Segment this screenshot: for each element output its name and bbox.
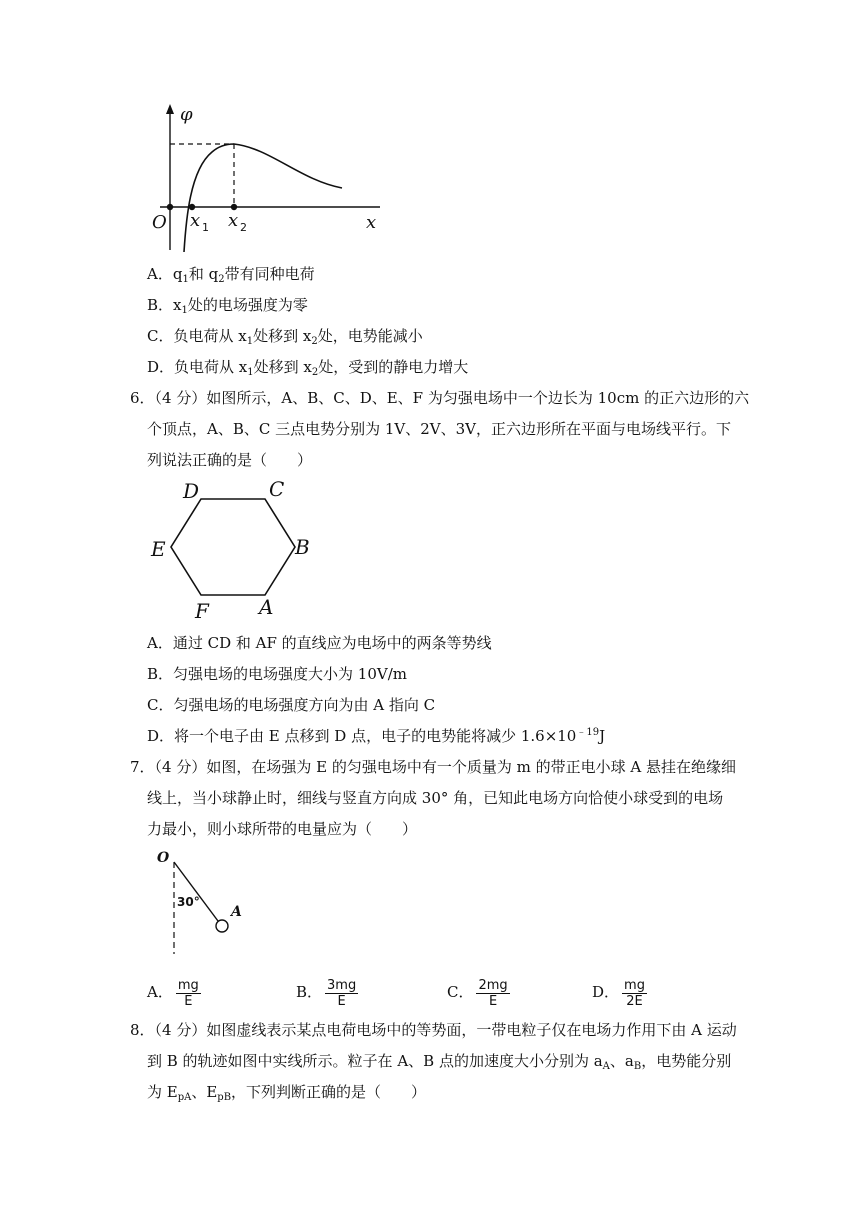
q6-option-b: B．匀强电场的电场强度大小为 10V/m: [147, 665, 407, 683]
vertex-a-label: A: [259, 595, 274, 619]
q5-option-d-sub1: 1: [247, 367, 254, 378]
angle-label: 30°: [177, 895, 200, 909]
vertex-c-label: C: [269, 477, 285, 501]
q5-option-c-mid: 处移到 x: [253, 327, 312, 345]
q5-option-b: [147, 295, 308, 315]
x2-label: x: [228, 210, 239, 231]
x2-subscript: 2: [240, 221, 247, 234]
fraction-denominator: E: [488, 993, 498, 1009]
thread: [174, 862, 218, 921]
hexagon: [171, 499, 295, 595]
q7-option-d-label: D．: [592, 983, 620, 1001]
origin-point: [167, 204, 173, 210]
q5-option-c: [147, 326, 423, 346]
q6-stem-line3: 列说法正确的是（ ）: [147, 451, 313, 469]
hexagon-figure: [145, 474, 325, 624]
q7-option-d: [592, 976, 647, 1009]
y-axis-arrow: [166, 104, 174, 114]
q5-option-c-sub1: 1: [246, 336, 254, 347]
fraction-numerator: mg: [177, 977, 199, 993]
q8-stem-line3-post: ，下列判断正确的是（ ）: [231, 1083, 427, 1101]
q6-option-d: [147, 726, 605, 746]
q5-option-a-post: 带有同种电荷: [224, 265, 315, 283]
q7-stem-line3: 力最小，则小球所带的电量应为（ ）: [147, 820, 418, 838]
fraction-denominator: 2E: [626, 993, 643, 1009]
q8-stem-line2: [147, 1051, 731, 1071]
fraction-denominator: E: [184, 993, 193, 1009]
q8-stem-line2-post: ，电势能分别: [641, 1052, 732, 1070]
q6-option-c: C．匀强电场的电场强度方向为由 A 指向 C: [147, 696, 436, 714]
q5-option-d-pre: D．负电荷从 x: [147, 358, 248, 376]
q7-option-a-fraction: [176, 978, 201, 1009]
fraction-numerator: 3mg: [327, 977, 357, 993]
q7-option-b-fraction: [325, 978, 358, 1009]
q8-stem-line3-pre: 为 E: [147, 1083, 178, 1101]
ball-a-label: A: [231, 904, 242, 920]
q7-option-c: [447, 976, 510, 1009]
q5-option-d-mid: 处移到 x: [253, 358, 312, 376]
q5-option-d-post: 处，受到的静电力增大: [318, 358, 469, 376]
vertex-b-label: B: [295, 535, 310, 559]
q5-option-b-post: 处的电场强度为零: [187, 296, 308, 314]
x-axis-label: x: [366, 212, 377, 233]
q5-option-d-sub2: 2: [311, 367, 319, 378]
q8-stem-line3: [147, 1082, 426, 1102]
fraction-numerator: 2mg: [478, 977, 508, 993]
q6-option-d-exponent: ﹣19: [576, 727, 600, 738]
q6-option-d-pre: D．将一个电子由 E 点移到 D 点，电子的电势能将减少 1.6×10: [147, 727, 577, 745]
q8-sub-b: B: [633, 1061, 642, 1072]
q6-stem-line1: 6．（4 分）如图所示，A、B、C、D、E、F 为匀强电场中一个边长为 10cm 的正六边形的六: [130, 389, 750, 407]
q5-option-c-pre: C．负电荷从 x: [147, 327, 247, 345]
q7-option-b-label: B．: [296, 983, 323, 1001]
q7-stem-line2: 线上，当小球静止时，细线与竖直方向成 30° 角，已知此电场方向恰使小球受到的电场: [147, 789, 724, 807]
q5-option-c-sub2: 2: [311, 336, 318, 347]
vertex-e-label: E: [151, 537, 166, 561]
x1-label: x: [190, 210, 201, 231]
q7-option-c-label: C．: [447, 983, 474, 1001]
q5-option-d: [147, 357, 468, 377]
q5-option-b-pre: B．x: [147, 296, 182, 314]
vertex-f-label: F: [195, 599, 209, 623]
q8-sub-pa: pA: [177, 1092, 192, 1103]
vertex-d-label: D: [183, 479, 200, 503]
q6-option-d-post: J: [599, 727, 606, 745]
q8-sub-pb: pB: [217, 1092, 232, 1103]
pendulum-figure: [145, 848, 265, 958]
q7-stem-line1: 7．（4 分）如图，在场强为 E 的匀强电场中有一个质量为 m 的带正电小球 A 悬挂在绝缘细: [130, 758, 736, 776]
q7-option-c-fraction: [476, 978, 509, 1009]
q8-stem-line2-pre: 到 B 的轨迹如图中实线所示。粒子在 A、B 点的加速度大小分别为 a: [147, 1052, 603, 1070]
q8-stem-line3-mid: 、E: [191, 1083, 218, 1101]
q8-stem-line1: 8．（4 分）如图虚线表示某点电荷电场中的等势面，一带电粒子仅在电场力作用下由 A 运动: [130, 1021, 737, 1039]
pivot-o-label: O: [157, 850, 170, 866]
phi-label: φ: [180, 104, 193, 125]
q6-stem-line2: 个顶点，A、B、C 三点电势分别为 1V、2V、3V，正六边形所在平面与电场线平行。下: [147, 420, 732, 438]
origin-label: O: [152, 212, 167, 233]
q7-option-d-fraction: [622, 978, 647, 1009]
q5-option-b-sub: 1: [181, 305, 188, 316]
q5-option-a-pre: A．q: [147, 265, 183, 283]
potential-graph: [140, 100, 400, 255]
q5-option-a-sub1: 1: [182, 274, 189, 285]
q6-option-a: A．通过 CD 和 AF 的直线应为电场中的两条等势线: [147, 634, 492, 652]
potential-curve: [184, 144, 342, 252]
ball: [216, 920, 228, 932]
q7-option-a-label: A．: [147, 983, 173, 1001]
q8-stem-line2-mid: 、a: [609, 1052, 634, 1070]
x1-subscript: 1: [202, 221, 209, 234]
q5-option-a: [147, 264, 315, 284]
q8-sub-a: A: [602, 1061, 610, 1072]
q5-option-a-sub2: 2: [218, 274, 225, 285]
q5-option-a-mid: 和 q: [188, 265, 219, 283]
fraction-numerator: mg: [624, 977, 645, 993]
fraction-denominator: E: [337, 993, 346, 1009]
q7-option-a: [147, 976, 201, 1009]
q5-option-c-post: 处，电势能减小: [317, 327, 423, 345]
q7-option-b: [296, 976, 358, 1009]
